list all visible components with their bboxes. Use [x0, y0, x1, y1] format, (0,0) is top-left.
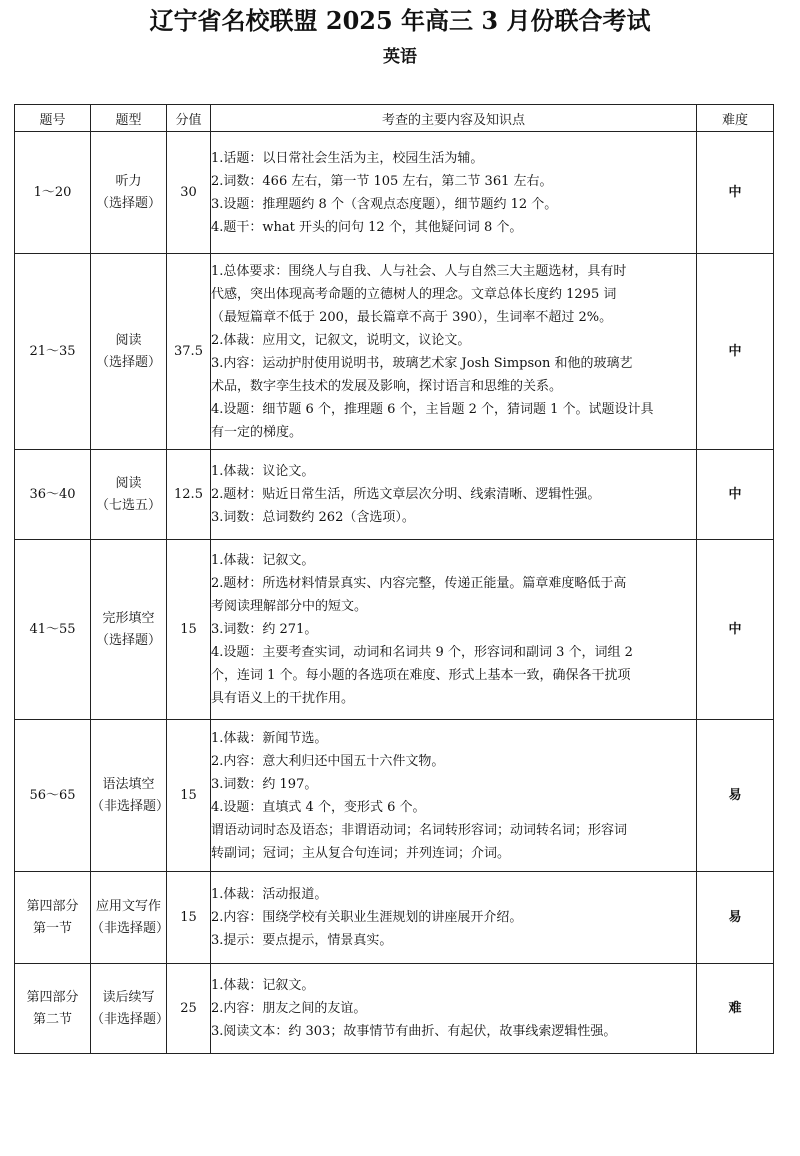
cell-score: 15: [167, 720, 211, 872]
cell-type: 听力 （选择题）: [91, 132, 167, 254]
cell-content: 1.总体要求：围绕人与自我、人与社会、人与自然三大主题选材，具有时 代感，突出体现高考命题的立德树人的理念。文章总体长度约 1295 词 （最短篇章不低于 200，最长篇章不高于 390），生词率不超过 2%。 2.体裁：应用文，记叙文，说明文，议论文。 3.内容：运动护肘使用说明书，玻璃艺术家 Josh Simpson 和他的玻璃艺 术品，数字孪生技术的发展及影响，探讨语言和思维的关系。 4.设题：细节题 6 个，推理题 6 个，主旨题 2 个，猜词题 1 个。试题设计具 有一定的梯度。: [211, 254, 697, 450]
document-subtitle: 英语: [383, 47, 417, 67]
cell-type: 语法填空 （非选择题）: [91, 720, 167, 872]
cell-score: 12.5: [167, 450, 211, 540]
header-content: 考查的主要内容及知识点: [211, 105, 697, 132]
header-number: 题号: [15, 105, 91, 132]
cell-difficulty: 中: [697, 254, 774, 450]
cell-score: 37.5: [167, 254, 211, 450]
cell-number: 第四部分 第二节: [15, 964, 91, 1054]
cell-content: 1.体裁：活动报道。 2.内容：围绕学校有关职业生涯规划的讲座展开介绍。 3.提示：要点提示，情景真实。: [211, 872, 697, 964]
cell-difficulty: 易: [697, 872, 774, 964]
cell-number: 36～40: [15, 450, 91, 540]
cell-number: 56～65: [15, 720, 91, 872]
cell-difficulty: 中: [697, 132, 774, 254]
table-row: [15, 540, 774, 720]
table-row: [15, 450, 774, 540]
cell-difficulty: 易: [697, 720, 774, 872]
table-row: [15, 720, 774, 872]
cell-difficulty: 难: [697, 964, 774, 1054]
cell-number: 第四部分 第一节: [15, 872, 91, 964]
table-header-row: [15, 105, 774, 132]
cell-number: 1～20: [15, 132, 91, 254]
cell-number: 21～35: [15, 254, 91, 450]
cell-number: 41～55: [15, 540, 91, 720]
cell-type: 阅读 （七选五）: [91, 450, 167, 540]
table-row: [15, 132, 774, 254]
document-title: 辽宁省名校联盟 2025 年高三 3 月份联合考试: [149, 6, 651, 35]
cell-difficulty: 中: [697, 450, 774, 540]
cell-score: 25: [167, 964, 211, 1054]
table-row: [15, 254, 774, 450]
cell-score: 30: [167, 132, 211, 254]
cell-type: 阅读 （选择题）: [91, 254, 167, 450]
cell-score: 15: [167, 872, 211, 964]
cell-content: 1.体裁：记叙文。 2.内容：朋友之间的友谊。 3.阅读文本：约 303；故事情节有曲折、有起伏，故事线索逻辑性强。: [211, 964, 697, 1054]
header-score: 分值: [167, 105, 211, 132]
cell-type: 读后续写 （非选择题）: [91, 964, 167, 1054]
table-row: [15, 964, 774, 1054]
cell-content: 1.体裁：新闻节选。 2.内容：意大利归还中国五十六件文物。 3.词数：约 197。 4.设题：直填式 4 个，变形式 6 个。 谓语动词时态及语态；非谓语动词；名词转形容词；动词转名词；形容词 转副词；冠词；主从复合句连词；并列连词；介词。: [211, 720, 697, 872]
header-difficulty: 难度: [697, 105, 774, 132]
cell-type: 完形填空 （选择题）: [91, 540, 167, 720]
cell-content: 1.体裁：议论文。 2.题材：贴近日常生活，所选文章层次分明、线索清晰、逻辑性强。 3.词数：总词数约 262（含选项）。: [211, 450, 697, 540]
cell-difficulty: 中: [697, 540, 774, 720]
cell-content: 1.体裁：记叙文。 2.题材：所选材料情景真实、内容完整，传递正能量。篇章难度略低于高 考阅读理解部分中的短文。 3.词数：约 271。 4.设题：主要考查实词，动词和名词共 9 个，形容词和副词 3 个，词组 2 个，连词 1 个。每小题的各选项在难度、形式上基本一致，确保各干扰项 具有语义上的干扰作用。: [211, 540, 697, 720]
cell-content: 1.话题：以日常社会生活为主，校园生活为辅。 2.词数：466 左右，第一节 105 左右，第二节 361 左右。 3.设题：推理题约 8 个（含观点态度题），细节题约 12 个。 4.题干：what 开头的问句 12 个，其他疑问词 8 个。: [211, 132, 697, 254]
table-row: [15, 872, 774, 964]
cell-score: 15: [167, 540, 211, 720]
cell-type: 应用文写作 （非选择题）: [91, 872, 167, 964]
header-type: 题型: [91, 105, 167, 132]
exam-spec-table: [14, 104, 774, 1054]
